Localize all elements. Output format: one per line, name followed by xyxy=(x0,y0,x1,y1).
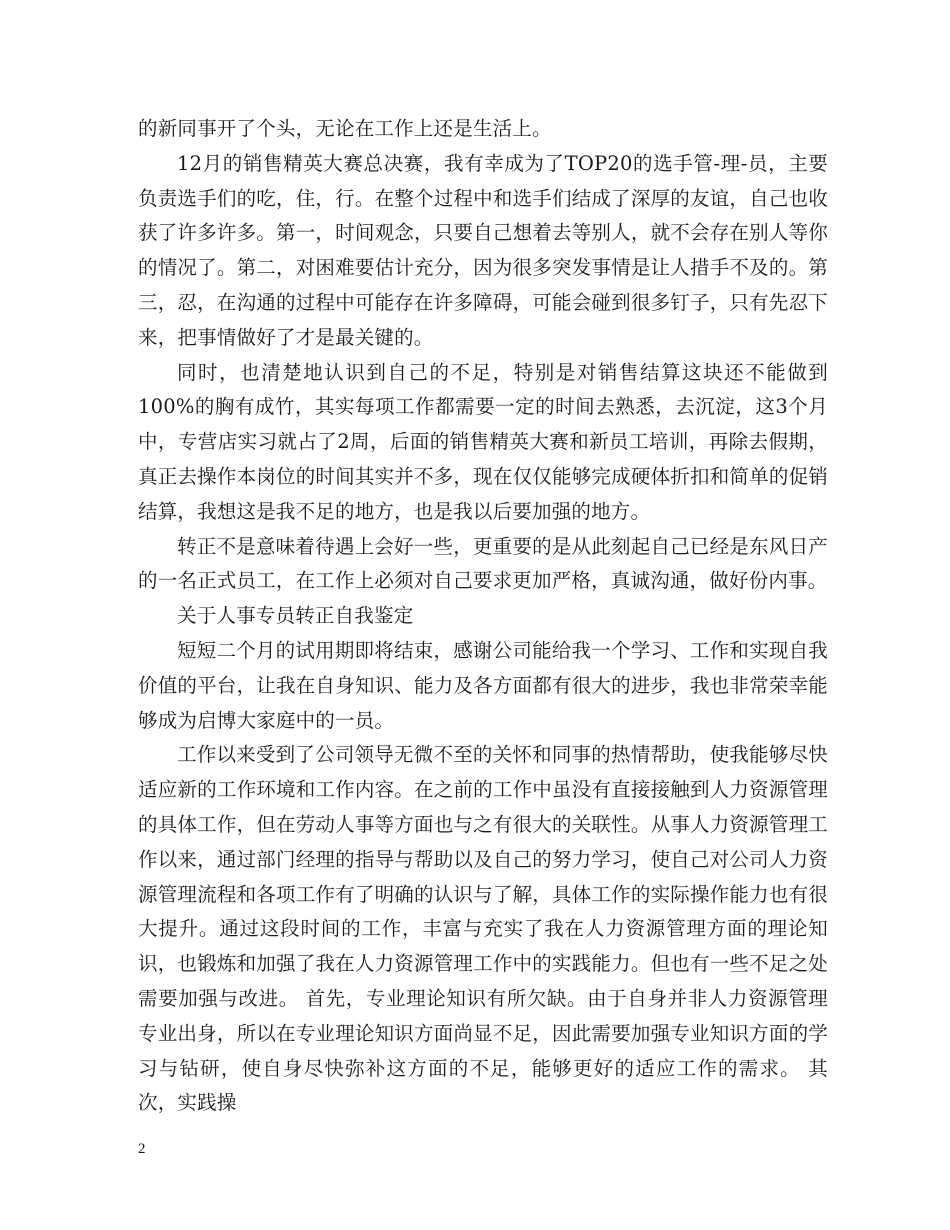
paragraph-continuation: 的新同事开了个头，无论在工作上还是生活上。 xyxy=(138,117,552,140)
section-heading: 关于人事专员转正自我鉴定 xyxy=(177,604,414,628)
paragraph-hr-work: 工作以来受到了公司领导无微不至的关怀和同事的热情帮助，使我能够尽快适应新的工作环境和工作内容。在之前的工作中虽没有直接接触到人力资源管理的具体工作，但在劳动人事等方面也与之有很大的关联性。从事人力资源管理工作以来，通过部门经理的指导与帮助以及自己的努力学习，使自己对公司人力资源管理流程和各项工作有了明确的认识与了解，具体工作的实际操作能力也有很大提升。通过这段时间的工作，丰富与充实了我在人力资源管理方面的理论知识，也锻炼和加强了我在人力资源管理工作中的实践能力。但也有一些不足之处需要加强与改进。 首先，专业理论知识有所欠缺。由于自身并非人力资源管理专业出身，所以在专业理论知识方面尚显不足，因此需要加强专业知识方面的学习与钻研，使自身尽快弥补这方面的不足，能够更好的适应工作的需求。 其次，实践操 xyxy=(138,743,828,1115)
paragraph-regularization: 转正不是意味着待遇上会好一些，更重要的是从此刻起自己已经是东风日产的一名正式员工，在工作上必须对自己要求更加严格，真诚沟通，做好份内事。 xyxy=(138,534,828,593)
paragraph-sales-competition: 12月的销售精英大赛总决赛，我有幸成为了TOP20的选手管-理-员，主要负责选手们的吃，住，行。在整个过程中和选手们结成了深厚的友谊，自己也收获了许多许多。第一，时间观念，只要自己想着去等别人，就不会存在别人等你的情况了。第二，对困难要估计充分，因为很多突发事情是让人措手不及的。第三，忍，在沟通的过程中可能存在许多障碍，可能会碰到很多钉子，只有先忍下来，把事情做好了才是最关键的。 xyxy=(138,151,828,349)
paragraph-probation: 短短二个月的试用期即将结束，感谢公司能给我一个学习、工作和实现自我价值的平台，让我在自身知识、能力及各方面都有很大的进步，我也非常荣幸能够成为启博大家庭中的一员。 xyxy=(138,638,828,732)
body-text xyxy=(138,112,828,1121)
paragraph-shortcomings: 同时，也清楚地认识到自己的不足，特别是对销售结算这块还不能做到100%的胸有成竹，其实每项工作都需要一定的时间去熟悉，去沉淀，这3个月中，专营店实习就占了2周，后面的销售精英大赛和新员工培训，再除去假期，真正去操作本岗位的时间其实并不多，现在仅仅能够完成硬体折扣和简单的促销结算，我想这是我不足的地方，也是我以后要加强的地方。 xyxy=(138,360,828,523)
page-number: 2 xyxy=(138,1141,146,1157)
